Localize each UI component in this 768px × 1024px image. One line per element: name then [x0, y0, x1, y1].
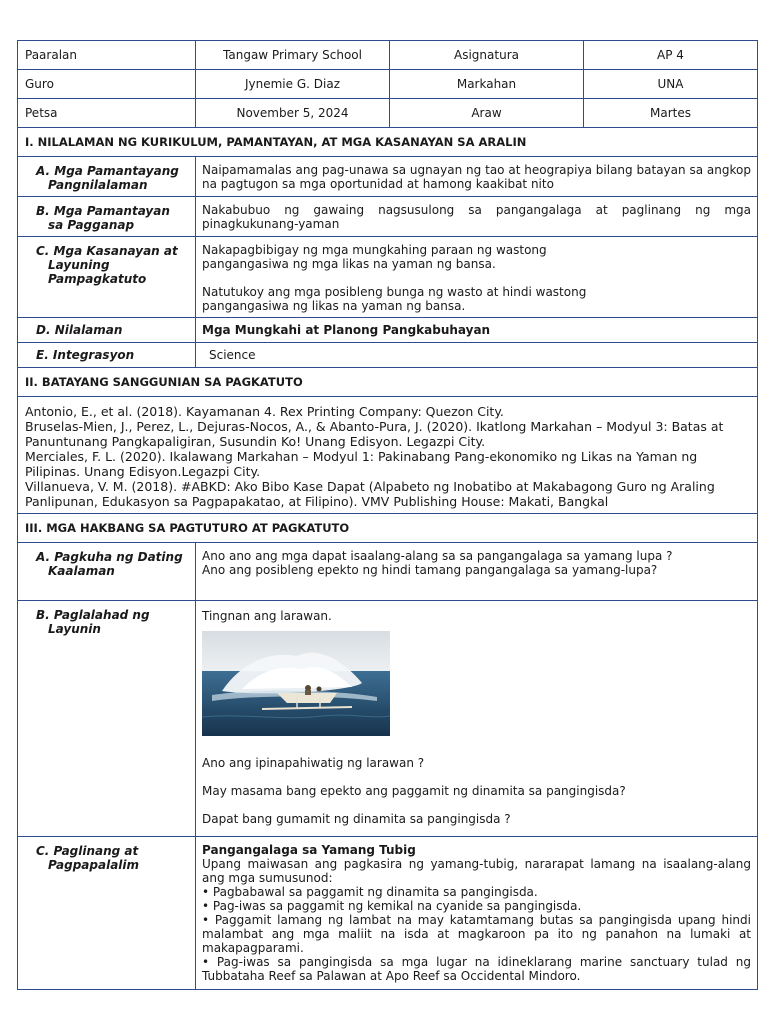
quarter-label: Markahan	[390, 70, 584, 99]
date-label: Petsa	[18, 99, 196, 128]
quarter-value: UNA	[584, 70, 758, 99]
subject-value: AP 4	[584, 41, 758, 70]
date-value: November 5, 2024	[196, 99, 390, 128]
dynamite-fishing-photo	[202, 631, 390, 736]
bullet-item: • Pag-iwas sa pangingisda sa mga lugar na idineklarang marine sanctuary tulad ng Tubbataha Reef sa Palawan at Apo Reef sa Occidental Mindoro.	[202, 955, 751, 983]
content-standards-value: Naipamamalas ang pag-unawa sa ugnayan ng tao at heograpiya bilang batayan sa angkop na pagtugon sa mga oportunidad at hamong kaakibat nito	[196, 157, 758, 197]
picture-question-2: May masama bang epekto ang paggamit ng dinamita sa pangingisda?	[202, 784, 626, 798]
content-standards-label: A. Mga Pamantayang Pangnilalaman	[18, 157, 196, 197]
section2-title-row	[18, 368, 758, 397]
subject-label: Asignatura	[390, 41, 584, 70]
lesson-plan-table	[17, 40, 758, 990]
reference-item: Antonio, E., et al. (2018). Kayamanan 4. Rex Printing Company: Quezon City.	[25, 404, 504, 419]
section3-title: III. MGA HAKBANG SA PAGTUTURO AT PAGKATUTO	[18, 514, 758, 543]
integration-row	[18, 343, 758, 368]
lesson-plan-document	[17, 40, 757, 990]
picture-question-3: Dapat bang gumamit ng dinamita sa pangingisda ?	[202, 812, 511, 826]
competencies-value	[196, 237, 758, 318]
competency-2: Natutukoy ang mga posibleng bunga ng wasto at hindi wastong pangangasiwa ng likas na yaman ng bansa.	[202, 285, 587, 313]
references-row	[18, 397, 758, 514]
development-value	[196, 837, 758, 990]
content-standards-row	[18, 157, 758, 197]
prior-question-1: Ano ano ang mga dapat isaalang-alang sa sa pangangalaga sa yamang lupa ?	[202, 549, 673, 563]
bullet-item: • Pagbabawal sa paggamit ng dinamita sa pangingisda.	[202, 885, 538, 899]
day-value: Martes	[584, 99, 758, 128]
references-cell	[18, 397, 758, 514]
objective-presentation-row	[18, 601, 758, 837]
section3-title-row	[18, 514, 758, 543]
water-resources-intro: Upang maiwasan ang pagkasira ng yamang-tubig, nararapat lamang na isaalang-alang ang mga sumusunod:	[202, 857, 751, 885]
reference-item: Villanueva, V. M. (2018). #ABKD: Ako Bibo Kase Dapat (Alpabeto ng Inobatibo at Makabagong Guro ng Araling Panlipunan, Edukasyon sa Pagpapakatao, at Filipino). VMV Publishing House: Makati, Bangkal	[25, 479, 715, 509]
objective-presentation-label: B. Paglalahad ng Layunin	[18, 601, 196, 837]
performance-standards-value: Nakabubuo ng gawaing nagsusulong sa pangangalaga at paglinang ng mga pinagkukunang-yaman	[196, 197, 758, 237]
header-row-school	[18, 41, 758, 70]
prior-knowledge-label: A. Pagkuha ng Dating Kaalaman	[18, 543, 196, 601]
performance-standards-row	[18, 197, 758, 237]
day-label: Araw	[390, 99, 584, 128]
competencies-row	[18, 237, 758, 318]
prior-question-2: Ano ang posibleng epekto ng hindi tamang pangangalaga sa yamang-lupa?	[202, 563, 658, 577]
reference-item: Merciales, F. L. (2020). Ikalawang Markahan – Modyul 1: Pakinabang Pang-ekonomiko ng Likas na Yaman ng Pilipinas. Unang Edisyon.Legazpi City.	[25, 449, 698, 479]
content-label: D. Nilalaman	[18, 318, 196, 343]
content-row	[18, 318, 758, 343]
prior-knowledge-row	[18, 543, 758, 601]
header-row-date	[18, 99, 758, 128]
section2-title: II. BATAYANG SANGGUNIAN SA PAGKATUTO	[18, 368, 758, 397]
competencies-label: C. Mga Kasanayan at Layuning Pampagkatuto	[18, 237, 196, 318]
header-row-teacher	[18, 70, 758, 99]
teacher-value: Jynemie G. Diaz	[196, 70, 390, 99]
school-label: Paaralan	[18, 41, 196, 70]
development-row	[18, 837, 758, 990]
reference-item: Bruselas-Mien, J., Perez, L., Dejuras-Nocos, A., & Abanto-Pura, J. (2020). Ikatlong Markahan – Modyul 3: Batas at Panuntunang Pangkapaligiran, Susundin Ko! Unang Edisyon. Legazpi City.	[25, 419, 724, 449]
development-label: C. Paglinang at Pagpapalalim	[18, 837, 196, 990]
bullet-item: • Pag-iwas sa paggamit ng kemikal na cyanide sa pangingisda.	[202, 899, 582, 913]
water-resources-heading: Pangangalaga sa Yamang Tubig	[202, 843, 416, 857]
performance-standards-label: B. Mga Pamantayan sa Pagganap	[18, 197, 196, 237]
school-value: Tangaw Primary School	[196, 41, 390, 70]
competency-1: Nakapagbibigay ng mga mungkahing paraan ng wastong pangangasiwa ng mga likas na yaman ng bansa.	[202, 243, 547, 271]
picture-question-1: Ano ang ipinapahiwatig ng larawan ?	[202, 756, 425, 770]
integration-value: Science	[196, 343, 758, 368]
section1-title-row	[18, 128, 758, 157]
prior-knowledge-value	[196, 543, 758, 601]
content-value: Mga Mungkahi at Planong Pangkabuhayan	[196, 318, 758, 343]
teacher-label: Guro	[18, 70, 196, 99]
integration-label: E. Integrasyon	[18, 343, 196, 368]
objective-presentation-value	[196, 601, 758, 837]
section1-title: I. NILALAMAN NG KURIKULUM, PAMANTAYAN, AT MGA KASANAYAN SA ARALIN	[18, 128, 758, 157]
look-at-picture-text: Tingnan ang larawan.	[202, 609, 332, 623]
bullet-item: • Paggamit lamang ng lambat na may katamtamang butas sa pangingisda upang hindi malambat ang mga maliit na isda at magkaroon pa ito ng panahon na lumaki at makapagparami.	[202, 913, 751, 955]
